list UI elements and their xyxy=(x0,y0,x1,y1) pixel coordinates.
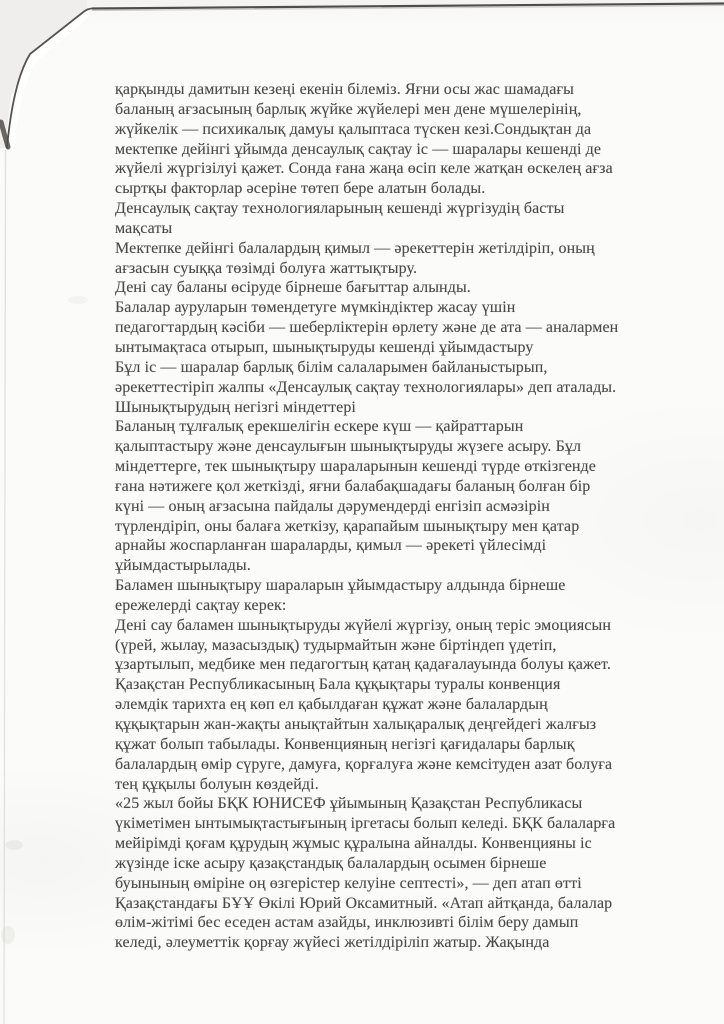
text-line: «25 жыл бойы БҚК ЮНИСЕФ ұйымының Қазақстан Республикасы xyxy=(115,795,583,813)
text-line: тең құқылы болуын көздейді. xyxy=(115,775,319,793)
text-line: (үрей, жылау, мазасыздық) тудырмайтын және біртіндеп үдетіп, xyxy=(115,636,557,654)
scan-left-seam xyxy=(4,150,6,1024)
text-line: үкіметімен ынтымықтастығының іргетасы болып келеді. БҚК балаларға xyxy=(115,815,616,833)
text-line: Денсаулық сақтау технологияларының кешенді жүргізудің басты xyxy=(115,200,565,218)
fold-shadow xyxy=(6,9,90,148)
scan-top-edge-line xyxy=(92,4,724,9)
text-line: түрлендіріп, оны балаға жеткізу, қарапайым шынықтыру мен қатар xyxy=(115,517,580,535)
scan-smudge xyxy=(1,926,15,944)
text-line: ережелерді сақтау керек: xyxy=(115,596,287,614)
text-line: жүзінде іске асыру қазақстандық балалардың осымен бірнеше xyxy=(115,854,547,872)
text-line: ғана нәтижеге қол жеткізді, яғни балабақшадағы баланың болған бір xyxy=(115,477,591,495)
text-line: Бұл іс — шаралар барлық білім салаларымен байланыстырып, xyxy=(115,358,548,376)
text-line: Баламен шынықтыру шараларын ұйымдастыру алдында бірнеше xyxy=(115,577,566,595)
text-line: ұзартылып, медбике мен педагогтың қатаң қадағалауында болуы қажет. xyxy=(115,656,612,674)
scan-top-edge-line-shadow xyxy=(92,6,724,11)
text-line: құжат болып табылады. Конвенцияның негізгі қағидалары барлық xyxy=(115,735,575,753)
text-line: жүйелі жүргізілуі қажет. Сонда ғана жаңа өсіп келе жатқан өскелең ағза xyxy=(115,160,613,178)
text-line: Қазақстандағы БҰҰ Өкілі Юрий Оксамитный. «Атап айтқанда, балалар xyxy=(115,894,613,912)
text-line: Дені сау баламен шынықтыруды жүйелі жүргізу, оның теріс эмоциясын xyxy=(115,616,611,634)
text-line: Дені сау баланы өсіруде бірнеше бағыттар алынды. xyxy=(115,279,471,297)
text-line: сыртқы факторлар әсеріне төтеп бере алатын болады. xyxy=(115,180,486,198)
text-line: құқықтарын жан-жақты анықтайтын халықаралық деңгейдегі жалғыз xyxy=(115,716,597,733)
text-line: ұйымдастырылады. xyxy=(115,557,251,575)
text-line: Қазақстан Республикасының Бала құқықтары туралы конвенция xyxy=(115,676,561,694)
text-line: қалыптастыру және денсаулығын шынықтыруды жүзеге асыру. Бұл xyxy=(115,438,582,456)
scan-smudge xyxy=(5,840,23,850)
text-line: әрекеттестіріп жалпы «Денсаулық сақтау технологиялары» деп аталады. xyxy=(115,378,617,396)
text-line: Баланың тұлғалық ерекшелігін ескере күш — қайраттарын xyxy=(115,418,524,436)
text-line: күні — оның ағзасына пайдалы дәрумендерді енгізіп асмәзірін xyxy=(115,497,550,515)
text-line: міндеттерге, тек шынықтыру шараларынын кешенді түрде өткізгенде xyxy=(115,458,597,476)
scan-left-notch xyxy=(1,122,8,147)
text-line: Шынықтырудың негізгі міндеттері xyxy=(115,398,356,416)
text-line: қарқынды дамитын кезеңі екенін білеміз. Яғни осы жас шамадағы xyxy=(115,81,574,98)
text-line: баланың ағзасының барлық жүйке жүйелері мен дене мүшелерінің, xyxy=(115,100,582,118)
text-line: өлім-жітімі бес еседен астам азайды, инклюзивті білім беру дамып xyxy=(115,914,579,932)
text-line: балалардың өмір сүруге, дамуға, қорғалуға және кемсітуден азат болуға xyxy=(115,755,613,773)
text-line: арнайы жоспарланған шараларды, қимыл — әрекеті үйлесімді xyxy=(115,537,547,555)
scan-smudge xyxy=(68,296,88,304)
text-line: Балалар ауруларын төмендетуге мүмкіндіктер жасау үшін xyxy=(115,299,516,317)
document-text xyxy=(115,80,710,953)
text-line: жүйкелік — психикалық дамуы қалыптаса түскен кезі.Сондықтан да xyxy=(115,120,592,138)
text-line: келеді, әлеуметтік қорғау жүйесі жетілдіріліп жатыр. Жақында xyxy=(115,934,550,952)
text-line: мектепке дейінгі ұйымда денсаулық сақтау іс — шаралары кешенді де xyxy=(115,140,602,158)
scan-diagonal-edge-line xyxy=(7,9,92,149)
text-line: мақсаты xyxy=(115,219,173,237)
text-line: педагогтардың кәсіби — шеберліктерін өрлету және де ата — аналармен xyxy=(115,319,619,337)
text-line: ынтымақтаса отырып, шынықтыруды кешенді ұйымдастыру xyxy=(115,338,534,356)
text-line: Мектепке дейінгі балалардың қимыл — әрекеттерін жетілдіріп, оның xyxy=(115,239,595,257)
text-line: буынының өміріне оң өзгерістер келуіне септесті», — деп атап өтті xyxy=(115,874,582,892)
scan-top-strip xyxy=(0,0,724,6)
scan-corner-background xyxy=(0,0,87,148)
text-line: мейірімді қоғам құрудың жұмыс құралына айналды. Конвенцияны іс xyxy=(115,835,592,853)
text-line: ағзасын суыққа төзімді болуға жаттықтыру. xyxy=(115,259,418,277)
text-line: әлемдік тарихта ең көп ел қабылдаған құжат және балалардың xyxy=(115,696,548,714)
